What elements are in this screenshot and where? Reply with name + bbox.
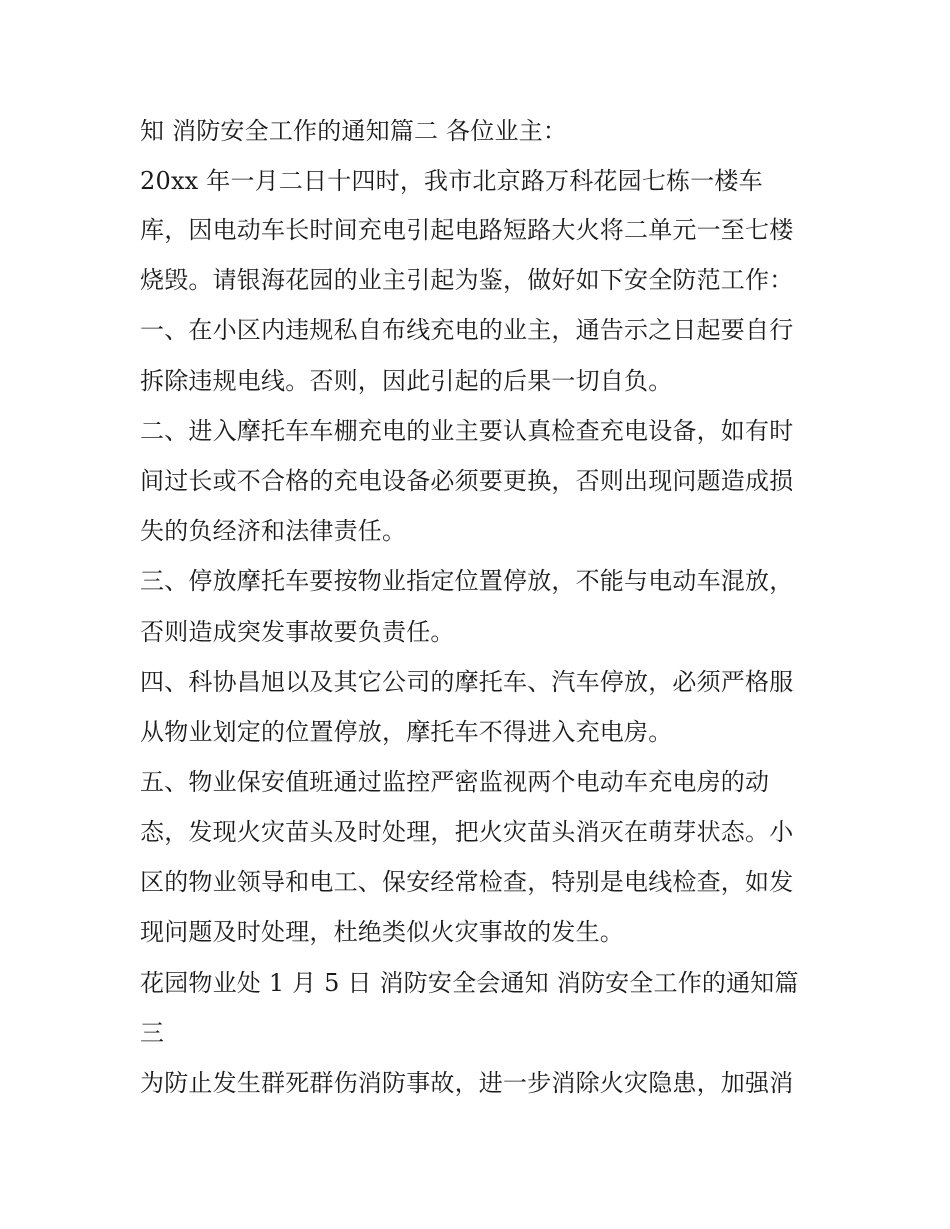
text-line: 五、物业保安值班通过监控严密监视两个电动车充电房的动 [140,768,770,796]
text-line: 为防止发生群死群伤消防事故，进一步消除火灾隐患，加强消 [140,1069,794,1097]
text-line: 20xx 年一月二日十四时，我市北京路万科花园七栋一楼车 [140,167,763,195]
text-line: 花园物业处 1 月 5 日 消防安全会通知 消防安全工作的通知篇 [140,969,799,997]
text-line: 三、停放摩托车要按物业指定位置停放，不能与电动车混放， [140,567,794,595]
text-line: 知 消防安全工作的通知篇二 各位业主： [140,117,568,145]
text-line: 失的负经济和法律责任。 [140,517,407,545]
text-line: 二、进入摩托车车棚充电的业主要认真检查充电设备，如有时 [140,417,794,445]
text-line: 拆除违规电线。否则，因此引起的后果一切自负。 [140,367,673,395]
text-line: 现问题及时处理，杜绝类似火灾事故的发生。 [140,918,624,946]
text-line: 否则造成突发事故要负责任。 [140,618,455,646]
text-line: 三 [140,1019,165,1047]
text-line: 区的物业领导和电工、保安经常检查，特别是电线检查，如发 [140,868,794,896]
text-line: 烧毁。请银海花园的业主引起为鉴，做好如下安全防范工作： [140,266,794,294]
text-line: 从物业划定的位置停放，摩托车不得进入充电房。 [140,718,673,746]
text-line: 四、科协昌旭以及其它公司的摩托车、汽车停放，必须严格服 [140,668,794,696]
text-line: 库，因电动车长时间充电引起电路短路大火将二单元一至七楼 [140,216,794,244]
text-line: 态，发现火灾苗头及时处理，把火灾苗头消灭在萌芽状态。小 [140,818,794,846]
text-line: 一、在小区内违规私自布线充电的业主，通告示之日起要自行 [140,316,794,344]
text-line: 间过长或不合格的充电设备必须要更换，否则出现问题造成损 [140,467,794,495]
